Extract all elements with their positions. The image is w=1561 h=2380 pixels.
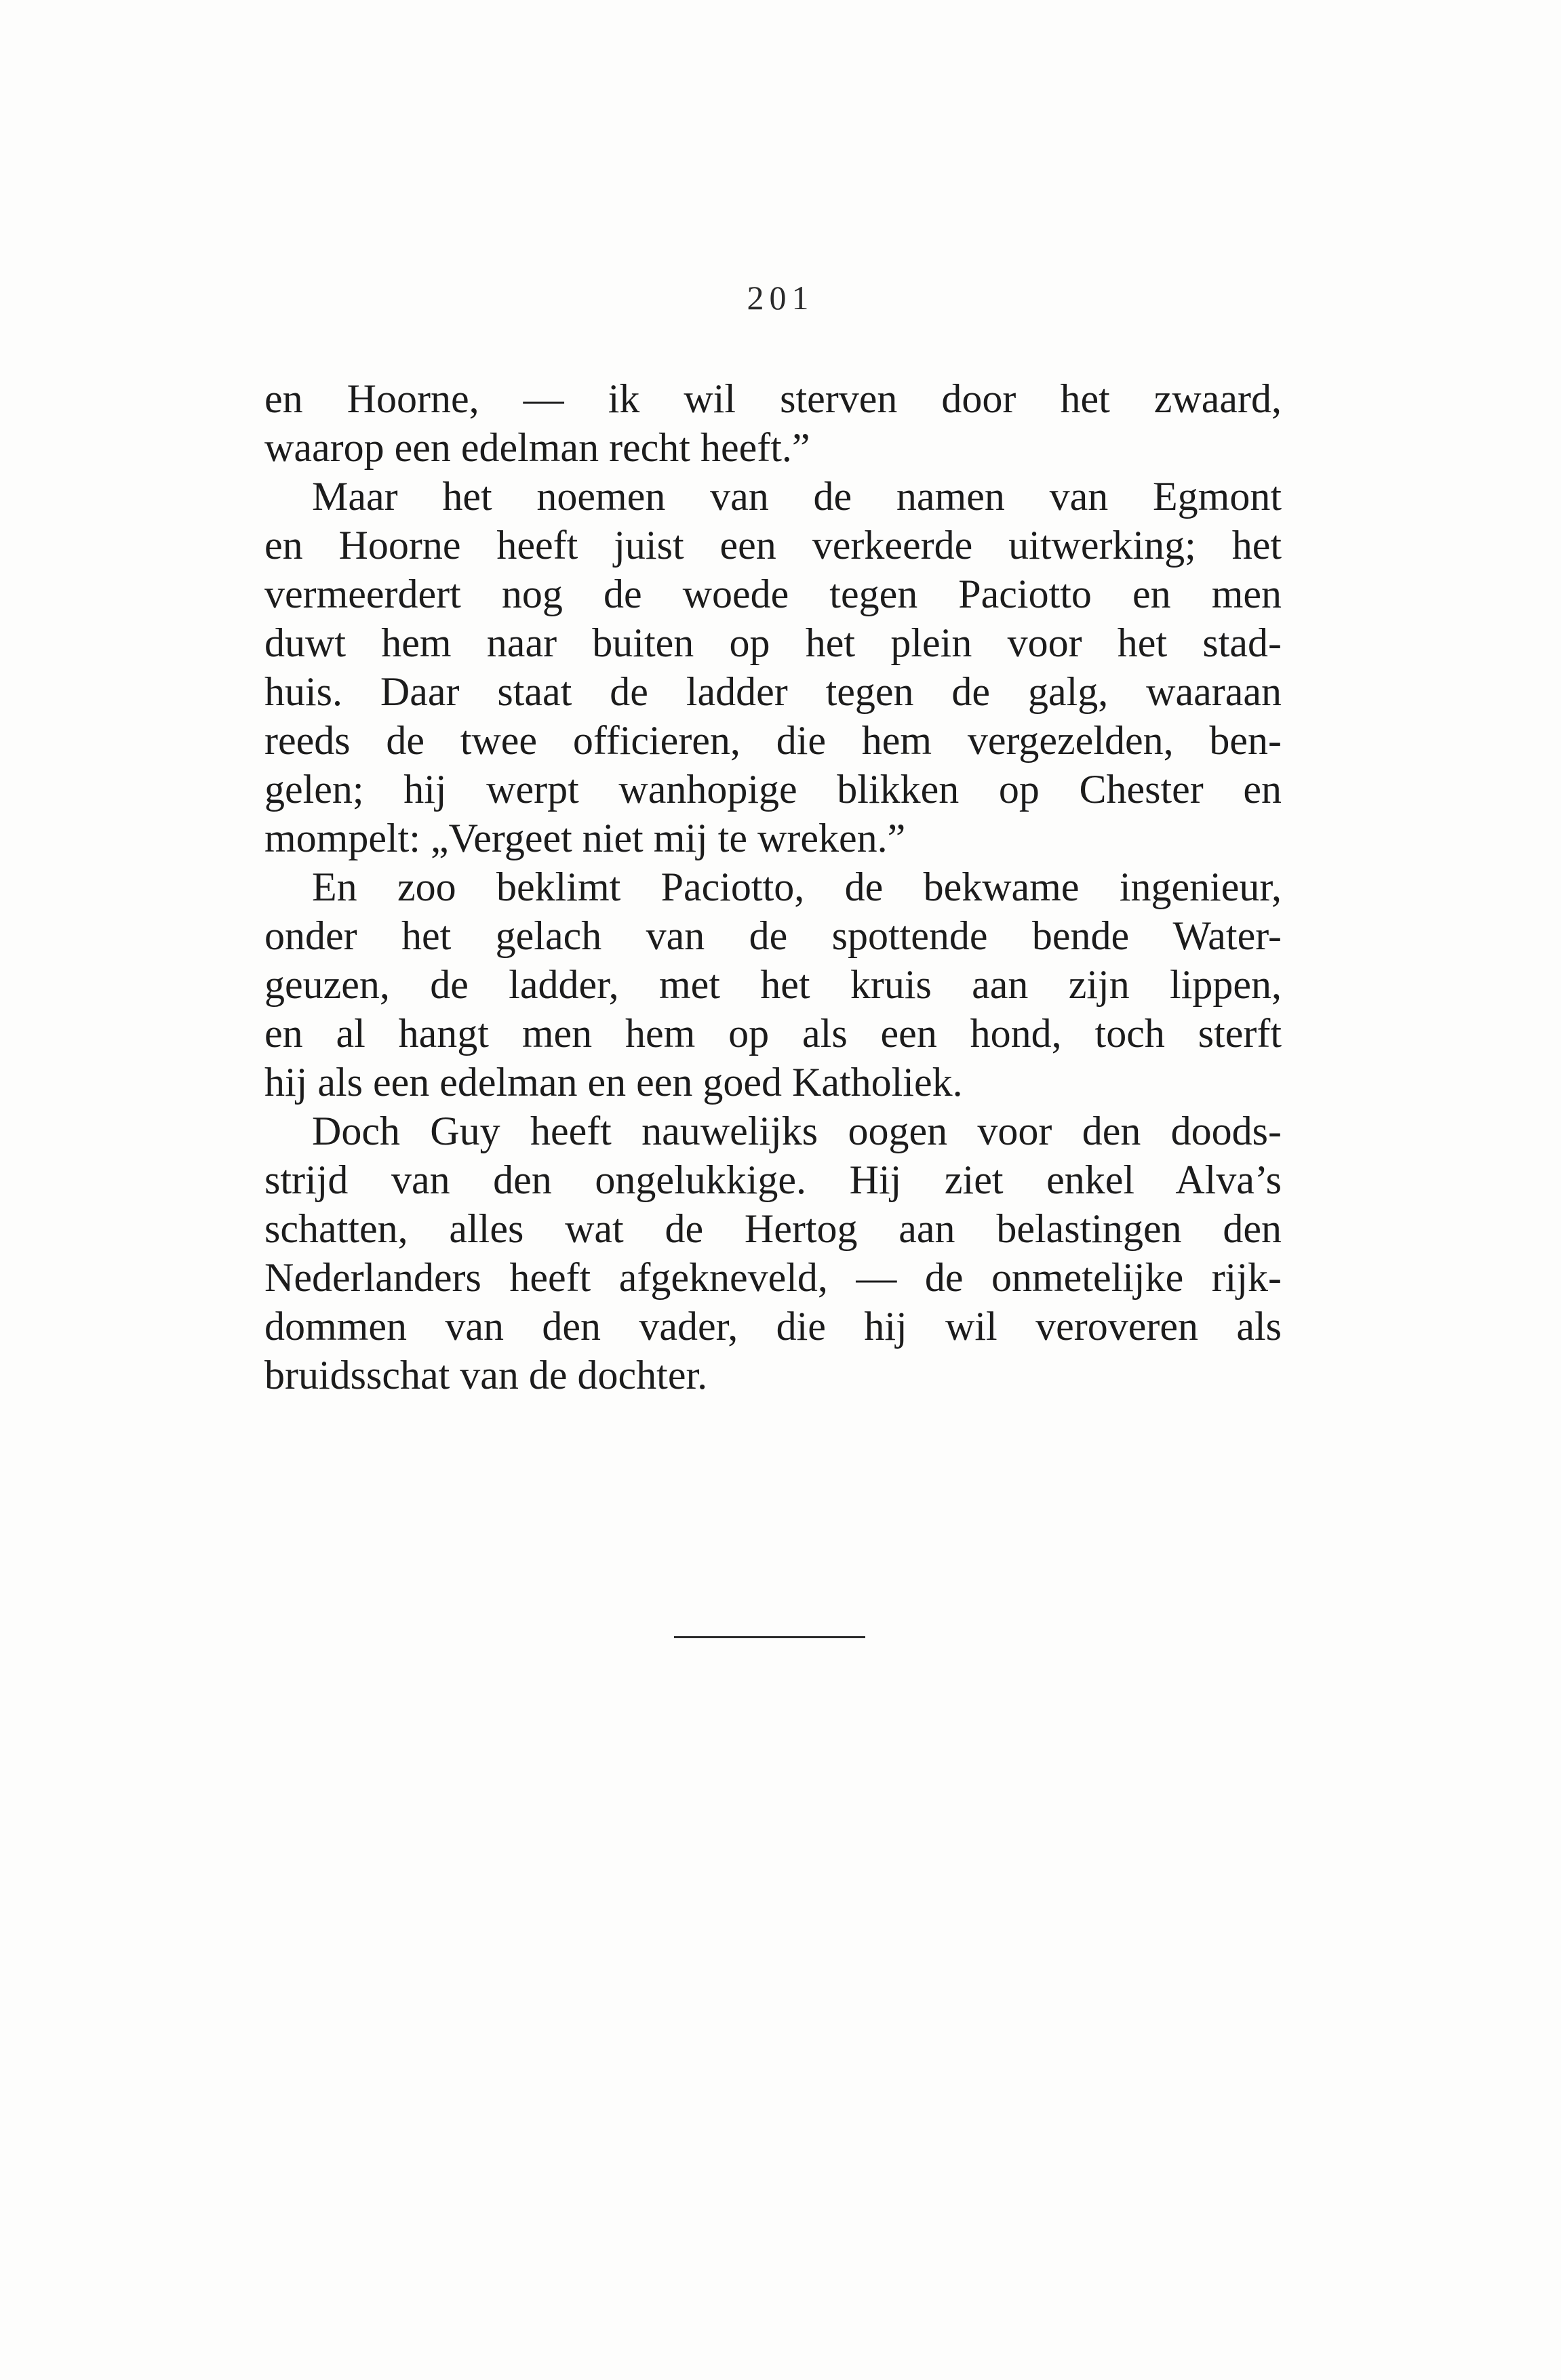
text-line: huis. Daar staat de ladder tegen de galg, waaraan	[264, 669, 1282, 714]
text-line: Maar het noemen van de namen van Egmont	[312, 474, 1282, 519]
text-line: en Hoorne, — ik wil sterven door het zwaard,	[264, 376, 1282, 421]
text-line: dommen van den vader, die hij wil veroveren als	[264, 1304, 1282, 1349]
text-line: reeds de twee officieren, die hem vergezelden, ben-	[264, 718, 1282, 763]
text-line: strijd van den ongelukkige. Hij ziet enkel Alva’s	[264, 1157, 1282, 1202]
text-line: vermeerdert nog de woede tegen Paciotto en men	[264, 572, 1282, 616]
text-line: en Hoorne heeft juist een verkeerde uitwerking; het	[264, 523, 1282, 568]
body-text	[264, 374, 1282, 1400]
text-line: Nederlanders heeft afgekneveld, — de onmetelijke rijk-	[264, 1255, 1282, 1300]
text-line: Doch Guy heeft nauwelijks oogen voor den doods-	[312, 1109, 1282, 1153]
text-line: geuzen, de ladder, met het kruis aan zijn lippen,	[264, 962, 1282, 1007]
text-line: schatten, alles wat de Hertog aan belastingen den	[264, 1206, 1282, 1251]
text-line: waarop een edelman recht heeft.”	[264, 425, 810, 470]
text-line: duwt hem naar buiten op het plein voor het stad-	[264, 620, 1282, 665]
end-rule	[674, 1636, 865, 1638]
text-line: onder het gelach van de spottende bende Water-	[264, 913, 1282, 958]
text-line: en al hangt men hem op als een hond, toch sterft	[264, 1011, 1282, 1056]
text-line: hij als een edelman en een goed Katholiek.	[264, 1060, 963, 1105]
text-line: mompelt: „Vergeet niet mij te wreken.”	[264, 816, 906, 860]
text-line: bruidsschat van de dochter.	[264, 1353, 708, 1397]
text-line: En zoo beklimt Paciotto, de bekwame ingenieur,	[312, 865, 1282, 909]
page-number: 201	[747, 279, 814, 317]
text-line: gelen; hij werpt wanhopige blikken op Chester en	[264, 767, 1282, 812]
